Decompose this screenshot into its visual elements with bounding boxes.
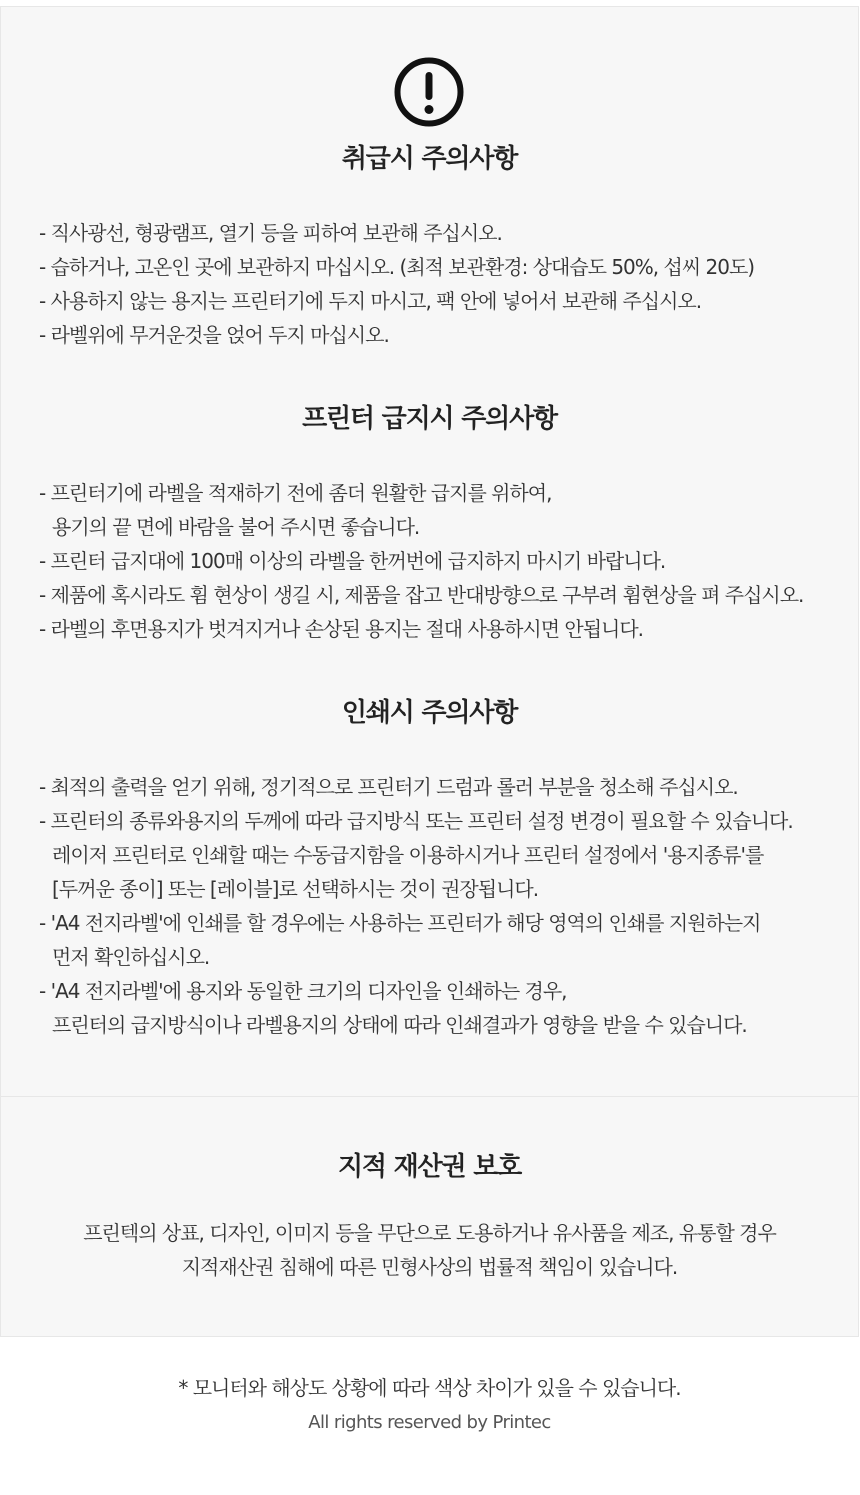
- handling-title: 취급시 주의사항: [341, 144, 518, 174]
- list-item: - 최적의 출력을 얻기 위해, 정기적으로 프린터기 드럼과 롤러 부분을 청소해 주십시오.: [39, 775, 738, 799]
- feeding-list: [39, 476, 803, 646]
- ip-title: 지적 재산권 보호: [337, 1152, 522, 1182]
- exclamation-circle-icon: [394, 57, 464, 127]
- list-item: - 습하거나, 고온인 곳에 보관하지 마십시오. (최적 보관환경: 상대습도 50%, 섭씨 20도): [39, 255, 755, 279]
- copyright-text: All rights reserved by Printec: [308, 1412, 551, 1433]
- list-item: - 라벨위에 무거운것을 얹어 두지 마십시오.: [39, 323, 389, 347]
- list-item: - 사용하지 않는 용지는 프린터기에 두지 마시고, 팩 안에 넣어서 보관해 주십시오.: [39, 289, 702, 313]
- list-item: - 'A4 전지라벨'에 용지와 동일한 크기의 디자인을 인쇄하는 경우,: [39, 979, 567, 1003]
- printing-title: 인쇄시 주의사항: [341, 698, 518, 728]
- list-item: - 프린터의 종류와용지의 두께에 따라 급지방식 또는 프린터 설정 변경이 필요할 수 있습니다.: [39, 809, 793, 833]
- list-item: - 직사광선, 형광램프, 열기 등을 피하여 보관해 주십시오.: [39, 221, 502, 245]
- list-item-continuation: 먼저 확인하십시오.: [52, 945, 210, 969]
- list-item: - 프린터 급지대에 100매 이상의 라벨을 한꺼번에 급지하지 마시기 바랍니다.: [39, 549, 666, 573]
- list-item-continuation: 프린터의 급지방식이나 라벨용지의 상태에 따라 인쇄결과가 영향을 받을 수 있습니다.: [52, 1013, 747, 1037]
- list-item-continuation: 용기의 끝 면에 바람을 불어 주시면 좋습니다.: [52, 515, 420, 539]
- printing-list: [39, 770, 793, 1042]
- color-disclaimer: * 모니터와 해상도 상황에 따라 색상 차이가 있을 수 있습니다.: [178, 1376, 681, 1400]
- feeding-title: 프린터 급지시 주의사항: [302, 404, 557, 434]
- list-item: - 제품에 혹시라도 휨 현상이 생길 시, 제품을 잡고 반대방향으로 구부려 휨현상을 펴 주십시오.: [39, 583, 804, 607]
- handling-list: [39, 216, 754, 352]
- list-item: - 라벨의 후면용지가 벗겨지거나 손상된 용지는 절대 사용하시면 안됩니다.: [39, 617, 644, 641]
- list-item: - 프린터기에 라벨을 적재하기 전에 좀더 원활한 급지를 위하여,: [39, 481, 552, 505]
- list-item: - 'A4 전지라벨'에 인쇄를 할 경우에는 사용하는 프린터가 해당 영역의 인쇄를 지원하는지: [39, 911, 761, 935]
- ip-text-line: 지적재산권 침해에 따른 민형사상의 법률적 책임이 있습니다.: [181, 1255, 678, 1279]
- list-item-continuation: 레이저 프린터로 인쇄할 때는 수동급지함을 이용하시거나 프린터 설정에서 '용지종류'를: [52, 843, 764, 867]
- ip-text-line: 프린텍의 상표, 디자인, 이미지 등을 무단으로 도용하거나 유사품을 제조, 유통할 경우: [83, 1221, 776, 1245]
- list-item-continuation: [두꺼운 종이] 또는 [레이블]로 선택하시는 것이 권장됩니다.: [52, 877, 539, 901]
